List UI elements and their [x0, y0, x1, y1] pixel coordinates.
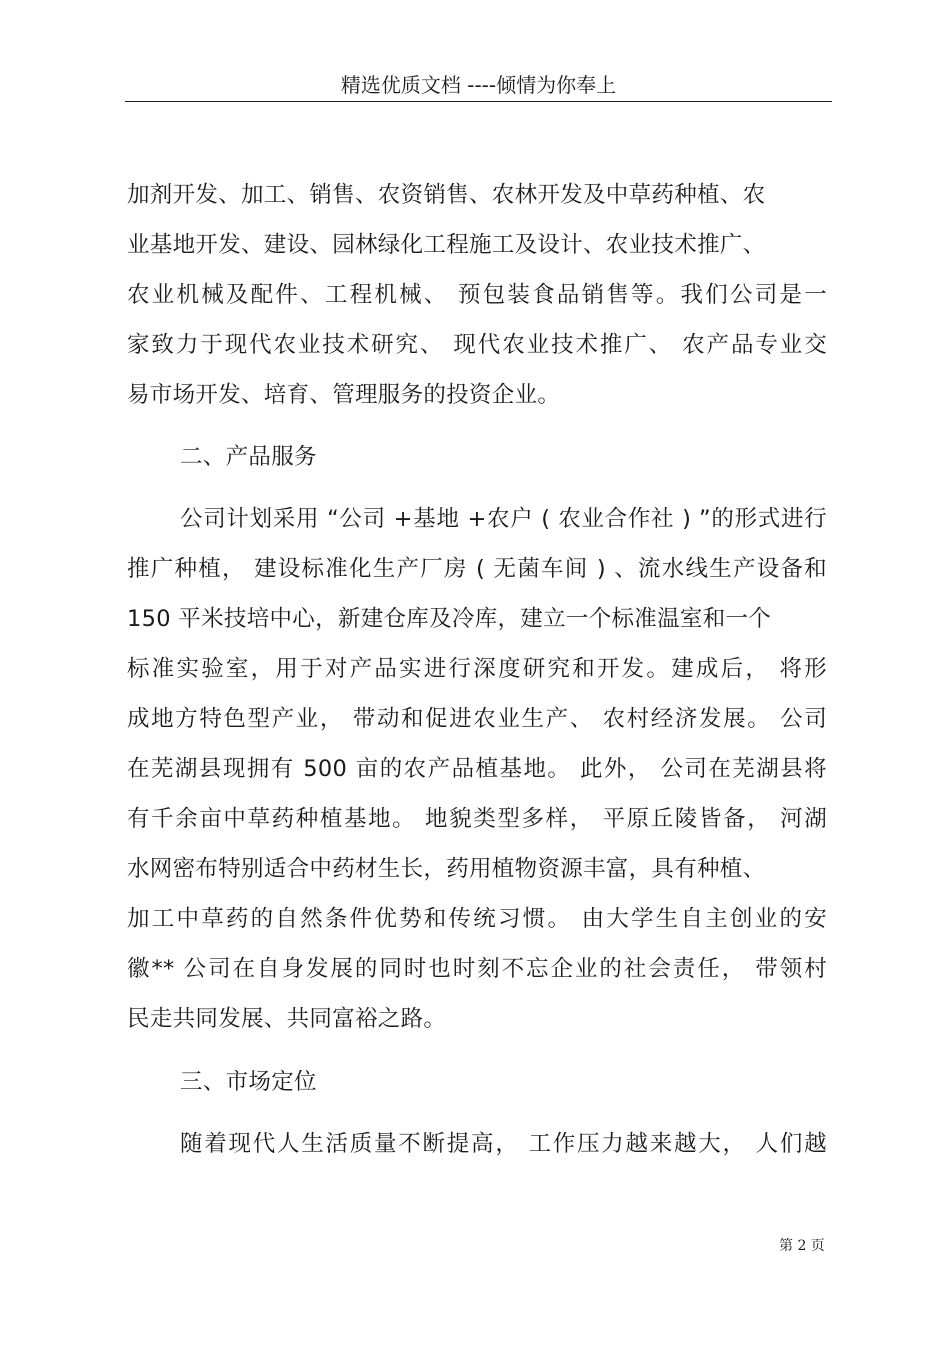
- text-line: 随着现代人生活质量不断提高， 工作压力越来越大， 人们越: [180, 1131, 827, 1157]
- page-number: 第 2 页: [779, 1238, 825, 1254]
- text-line: 标准实验室，用于对产品实进行深度研究和开发。建成后， 将形: [127, 656, 827, 682]
- section-heading: 二、产品服务: [180, 444, 317, 470]
- text-line: 成地方特色型产业， 带动和促进农业生产、 农村经济发展。 公司: [127, 706, 827, 732]
- text-line: 家致力于现代农业技术研究、 现代农业技术推广、 农产品专业交: [127, 332, 827, 358]
- header-divider: [125, 101, 832, 102]
- text-line: 150 平米技培中心，新建仓库及冷库，建立一个标准温室和一个: [127, 606, 772, 632]
- text-line: 水网密布特别适合中药材生长，药用植物资源丰富，具有种植、: [127, 856, 766, 882]
- text-line: 有千余亩中草药种植基地。 地貌类型多样， 平原丘陵皆备， 河湖: [127, 806, 827, 832]
- text-line: 农业机械及配件、工程机械、 预包装食品销售等。我们公司是一: [127, 282, 827, 308]
- text-line: 在芜湖县现拥有 500 亩的农产品植基地。 此外， 公司在芜湖县将: [127, 756, 827, 782]
- text-line: 易市场开发、培育、管理服务的投资企业。: [127, 382, 561, 408]
- section-heading: 三、市场定位: [180, 1069, 317, 1095]
- text-line: 民走共同发展、共同富裕之路。: [127, 1006, 447, 1032]
- text-line: 公司计划采用 “公司 +基地 +农户 ( 农业合作社 ) ”的形式进行: [180, 506, 827, 532]
- text-line: 徽** 公司在自身发展的同时也时刻不忘企业的社会责任， 带领村: [127, 956, 827, 982]
- page-header: 精选优质文档 ----倾情为你奉上: [340, 73, 617, 97]
- text-line: 加工中草药的自然条件优势和传统习惯。 由大学生自主创业的安: [127, 906, 827, 932]
- text-line: 业基地开发、建设、园林绿化工程施工及设计、农业技术推广、: [127, 232, 766, 258]
- text-line: 推广种植， 建设标准化生产厂房 ( 无菌车间 ) 、流水线生产设备和: [127, 556, 827, 582]
- text-line: 加剂开发、加工、销售、农资销售、农林开发及中草药种植、农: [127, 182, 766, 208]
